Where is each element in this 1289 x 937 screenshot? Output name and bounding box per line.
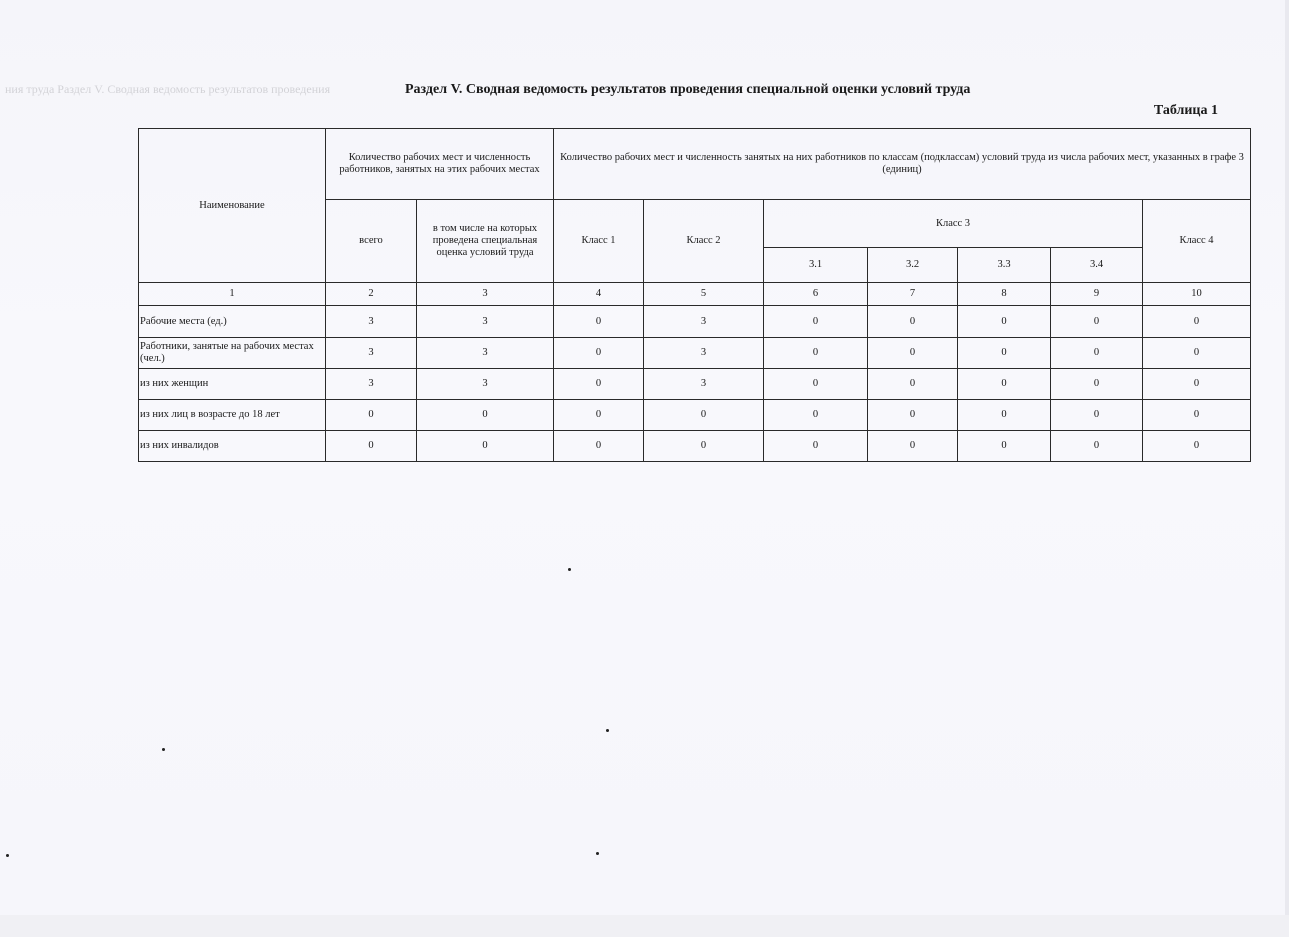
cell-value: 0 [554, 369, 644, 400]
column-number: 4 [554, 283, 644, 306]
scan-edge [1285, 0, 1289, 937]
scan-speck [568, 568, 571, 571]
column-number: 5 [644, 283, 764, 306]
cell-value: 3 [326, 306, 417, 338]
scan-bottom-margin [0, 915, 1289, 937]
column-number: 7 [868, 283, 958, 306]
cell-value: 0 [868, 306, 958, 338]
cell-value: 0 [958, 306, 1051, 338]
column-number-row [139, 283, 1251, 306]
header-name: Наименование [139, 129, 326, 283]
table-row [139, 431, 1251, 462]
cell-value: 0 [1143, 306, 1251, 338]
header-assessed: в том числе на которых проведена специальная оценка условий труда [417, 200, 554, 283]
bleed-through-line: ния труда Раздел V. Сводная ведомость результатов проведения [5, 82, 331, 96]
summary-table [138, 128, 1251, 462]
header-group-workplaces: Количество рабочих мест и численность работников, занятых на этих рабочих местах [326, 129, 554, 200]
cell-value: 3 [644, 306, 764, 338]
cell-value: 0 [1143, 369, 1251, 400]
cell-value: 3 [644, 369, 764, 400]
cell-value: 0 [868, 369, 958, 400]
row-label: из них женщин [139, 369, 326, 400]
cell-value: 0 [326, 431, 417, 462]
scan-speck [6, 854, 9, 857]
cell-value: 0 [1143, 431, 1251, 462]
row-label: из них инвалидов [139, 431, 326, 462]
scan-speck [162, 748, 165, 751]
header-class-3: Класс 3 [764, 200, 1143, 248]
cell-value: 0 [554, 400, 644, 431]
cell-value: 0 [417, 431, 554, 462]
cell-value: 3 [417, 369, 554, 400]
cell-value: 0 [958, 369, 1051, 400]
header-subclass-3-1: 3.1 [764, 248, 868, 283]
cell-value: 0 [764, 400, 868, 431]
header-class-1: Класс 1 [554, 200, 644, 283]
header-subclass-3-4: 3.4 [1051, 248, 1143, 283]
column-number: 3 [417, 283, 554, 306]
cell-value: 0 [958, 400, 1051, 431]
header-class-4: Класс 4 [1143, 200, 1251, 283]
cell-value: 0 [554, 431, 644, 462]
cell-value: 0 [554, 338, 644, 369]
cell-value: 0 [764, 306, 868, 338]
header-group-classes: Количество рабочих мест и численность занятых на них работников по классам (подклассам) условий труда из числа рабочих мест, указанных в графе 3 (единиц) [554, 129, 1251, 200]
scan-speck [596, 852, 599, 855]
cell-value: 0 [764, 369, 868, 400]
cell-value: 0 [958, 338, 1051, 369]
column-number: 2 [326, 283, 417, 306]
header-subclass-3-3: 3.3 [958, 248, 1051, 283]
cell-value: 0 [1143, 400, 1251, 431]
column-number: 6 [764, 283, 868, 306]
row-label: Работники, занятые на рабочих местах (чел.) [139, 338, 326, 369]
cell-value: 0 [1051, 431, 1143, 462]
cell-value: 3 [644, 338, 764, 369]
cell-value: 0 [1051, 369, 1143, 400]
table-row [139, 338, 1251, 369]
cell-value: 0 [764, 338, 868, 369]
row-label: Рабочие места (ед.) [139, 306, 326, 338]
scan-speck [606, 729, 609, 732]
cell-value: 0 [958, 431, 1051, 462]
table-row [139, 369, 1251, 400]
section-title: Раздел V. Сводная ведомость результатов проведения специальной оценки условий труда [405, 82, 971, 97]
cell-value: 0 [868, 400, 958, 431]
cell-value: 0 [764, 431, 868, 462]
header-subclass-3-2: 3.2 [868, 248, 958, 283]
cell-value: 0 [1051, 306, 1143, 338]
cell-value: 0 [554, 306, 644, 338]
cell-value: 0 [417, 400, 554, 431]
cell-value: 3 [417, 338, 554, 369]
table-row [139, 306, 1251, 338]
header-class-2: Класс 2 [644, 200, 764, 283]
cell-value: 3 [326, 338, 417, 369]
table-row [139, 400, 1251, 431]
row-label: из них лиц в возрасте до 18 лет [139, 400, 326, 431]
cell-value: 0 [868, 431, 958, 462]
column-number: 9 [1051, 283, 1143, 306]
cell-value: 0 [644, 431, 764, 462]
cell-value: 0 [644, 400, 764, 431]
cell-value: 0 [868, 338, 958, 369]
cell-value: 0 [1051, 338, 1143, 369]
header-total: всего [326, 200, 417, 283]
cell-value: 3 [326, 369, 417, 400]
column-number: 8 [958, 283, 1051, 306]
column-number: 10 [1143, 283, 1251, 306]
cell-value: 0 [1051, 400, 1143, 431]
table-number: Таблица 1 [1153, 103, 1218, 118]
cell-value: 3 [417, 306, 554, 338]
cell-value: 0 [1143, 338, 1251, 369]
column-number: 1 [139, 283, 326, 306]
cell-value: 0 [326, 400, 417, 431]
